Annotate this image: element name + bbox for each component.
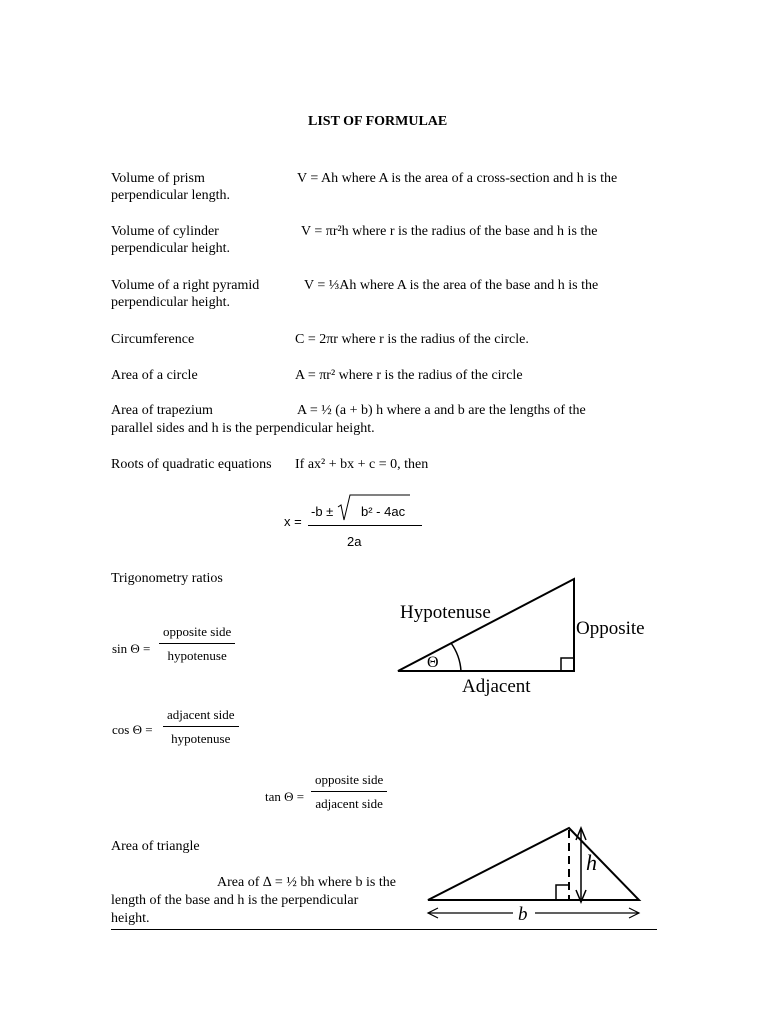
sin-denominator: hypotenuse <box>167 648 227 663</box>
triangle-area-line1: Area of ∆ = ½ bh where b is the <box>217 875 396 890</box>
formula-label-quadratic: Roots of quadratic equations <box>111 457 272 472</box>
trig-heading: Trigonometry ratios <box>111 571 223 586</box>
cos-lhs: cos Θ = <box>112 722 153 737</box>
formula-cont-cylinder: perpendicular height. <box>111 241 230 256</box>
formula-text-quadratic: If ax² + bx + c = 0, then <box>295 457 429 472</box>
sin-lhs: sin Θ = <box>112 641 151 656</box>
cos-denominator: hypotenuse <box>171 731 231 746</box>
page-title: LIST OF FORMULAE <box>308 114 448 129</box>
opposite-label: Opposite <box>576 618 645 639</box>
hypotenuse-label: Hypotenuse <box>400 602 491 623</box>
tan-fraction <box>311 772 387 812</box>
triangle-area-line2: length of the base and h is the perpendicular <box>111 893 359 908</box>
formula-cont-prism: perpendicular length. <box>111 188 230 203</box>
quadratic-denominator: 2a <box>347 534 362 549</box>
angle-theta-label: Θ <box>427 654 439 671</box>
formula-label-cylinder: Volume of cylinder <box>111 224 219 239</box>
height-right-angle-marker <box>556 885 569 900</box>
adjacent-label: Adjacent <box>462 676 531 697</box>
quadratic-lhs: x = <box>284 514 302 529</box>
formula-cont-trapezium: parallel sides and h is the perpendicular height. <box>111 421 375 436</box>
sin-fraction <box>159 624 235 664</box>
quadratic-fraction-bar <box>308 525 422 526</box>
sin-numerator: opposite side <box>159 624 235 644</box>
tan-numerator: opposite side <box>311 772 387 792</box>
formula-label-circle-area: Area of a circle <box>111 368 198 383</box>
formula-text-circumference: C = 2πr where r is the radius of the circle. <box>295 332 529 347</box>
formula-text-prism: V = Ah where A is the area of a cross-section and h is the <box>297 171 618 186</box>
tan-lhs: tan Θ = <box>265 789 305 804</box>
base-label: b <box>518 904 528 924</box>
formula-cont-pyramid: perpendicular height. <box>111 295 230 310</box>
right-triangle-diagram <box>390 570 660 700</box>
angle-arc <box>451 643 461 671</box>
height-label: h <box>586 850 597 875</box>
formula-text-pyramid: V = ⅓Ah where A is the area of the base and h is the <box>304 278 599 293</box>
formula-label-circumference: Circumference <box>111 332 195 347</box>
triangle-shape <box>398 579 574 671</box>
formula-text-circle-area: A = πr² where r is the radius of the circle <box>295 368 523 383</box>
obtuse-triangle-diagram <box>420 818 650 924</box>
quadratic-radicand: b² - 4ac <box>361 504 406 519</box>
cos-fraction <box>163 707 239 747</box>
formula-label-pyramid: Volume of a right pyramid <box>111 278 260 293</box>
triangle-area-heading: Area of triangle <box>111 839 200 854</box>
formula-text-cylinder: V = πr²h where r is the radius of the base and h is the <box>301 224 598 239</box>
triangle-area-line3: height. <box>111 911 150 926</box>
formula-label-prism: Volume of prism <box>111 171 205 186</box>
formula-label-trapezium: Area of trapezium <box>111 403 213 418</box>
triangle-base-shape <box>428 828 639 900</box>
tan-denominator: adjacent side <box>315 796 383 811</box>
cos-numerator: adjacent side <box>163 707 239 727</box>
formula-text-trapezium: A = ½ (a + b) h where a and b are the lengths of the <box>297 403 586 418</box>
right-angle-marker <box>561 658 574 671</box>
bottom-divider <box>111 929 657 930</box>
quadratic-numerator-left: -b ± <box>311 504 334 519</box>
